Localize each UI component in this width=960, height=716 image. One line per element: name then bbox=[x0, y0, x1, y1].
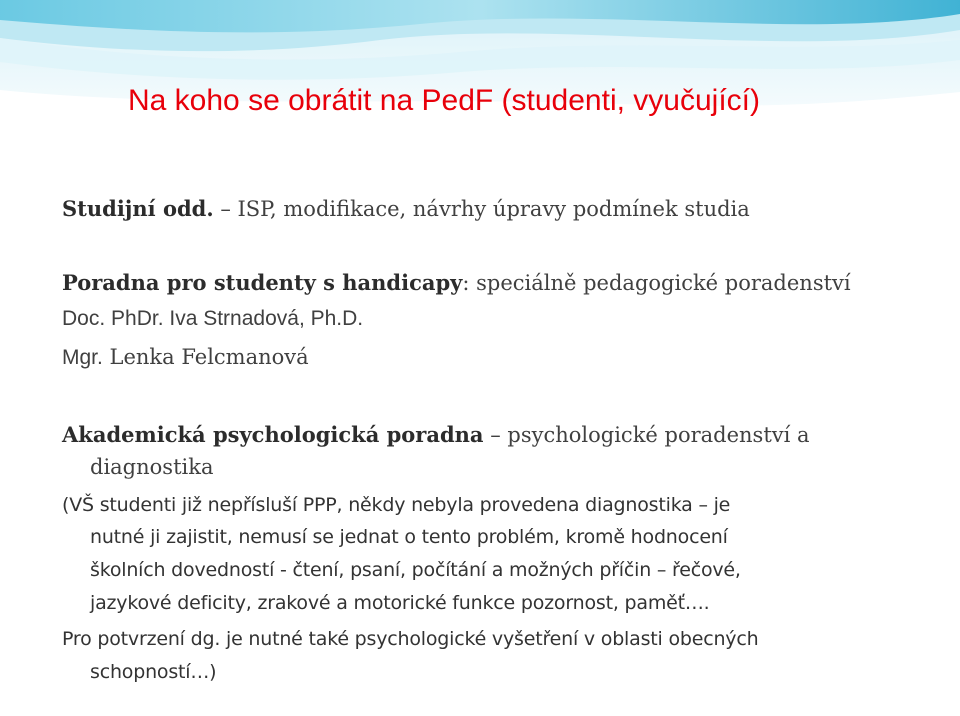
poradna-line bbox=[62, 270, 851, 296]
studijni-text: – ISP, modifikace, návrhy úpravy podmínek studia bbox=[213, 197, 750, 221]
wave-background bbox=[0, 0, 960, 150]
paragraph-line-1: (VŠ studenti již nepřísluší PPP, někdy nebyla provedena diagnostika – je bbox=[62, 494, 731, 516]
person2-prefix: Mgr. bbox=[62, 346, 103, 369]
paragraph-line-2: nutné ji zajistit, nemusí se jednat o tento problém, kromě hodnocení bbox=[90, 526, 728, 548]
studijni-label: Studijní odd. bbox=[62, 196, 214, 221]
paragraph-line-6: schopností…) bbox=[90, 661, 217, 683]
decorative-banner bbox=[0, 0, 960, 150]
poradna-label: Poradna pro studenty s handicapy bbox=[62, 270, 463, 295]
akademicka-label: Akademická psychologická poradna bbox=[62, 422, 484, 447]
paragraph-line-3: školních dovedností - čtení, psaní, počítání a možných příčin – řečové, bbox=[90, 559, 741, 581]
paragraph-line-4: jazykové deficity, zrakové a motorické funkce pozornost, paměť…. bbox=[90, 592, 710, 614]
akademicka-line bbox=[62, 422, 810, 448]
akademicka-text: – psychologické poradenství a bbox=[483, 423, 810, 447]
poradna-person1: Doc. PhDr. Iva Strnadová, Ph.D. bbox=[62, 307, 364, 330]
paragraph-line-5: Pro potvrzení dg. je nutné také psychologické vyšetření v oblasti obecných bbox=[62, 628, 759, 650]
page-title: Na koho se obrátit na PedF (studenti, vyučující) bbox=[128, 84, 760, 117]
studijni-line bbox=[62, 196, 750, 222]
person2-name: Lenka Felcmanová bbox=[102, 345, 309, 369]
poradna-text: : speciálně pedagogické poradenství bbox=[462, 271, 851, 295]
poradna-person2 bbox=[62, 344, 309, 371]
akademicka-text2: diagnostika bbox=[90, 455, 214, 479]
